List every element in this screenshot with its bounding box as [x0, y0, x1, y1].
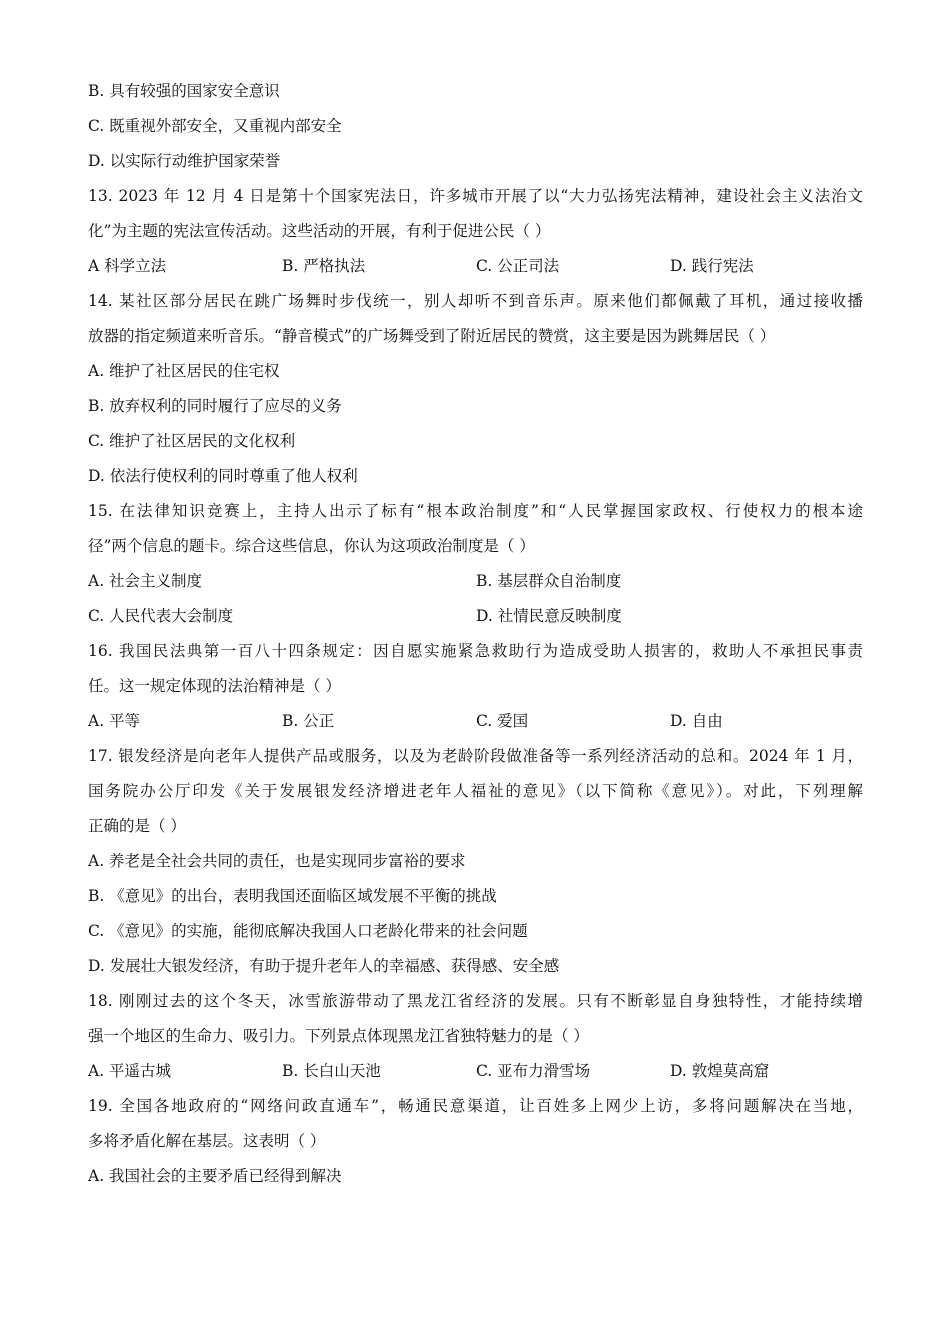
- q16-option-d: D. 自由: [670, 712, 723, 730]
- q12-option-b: B. 具有较强的国家安全意识: [88, 82, 280, 100]
- q15-options-row-1: [88, 564, 863, 599]
- q19-stem-line-1: 19. 全国各地政府的“网络问政直通车”，畅通民意渠道，让百姓多上网少上访，多将问题解决在当地，: [88, 1097, 863, 1115]
- q18-option-d: D. 敦煌莫高窟: [670, 1062, 770, 1080]
- q18-options: [88, 1054, 863, 1089]
- q15-options-row-2: [88, 599, 863, 634]
- q13-option-d: D. 践行宪法: [670, 257, 754, 275]
- q18-option-b: B. 长白山天池: [282, 1062, 381, 1080]
- q12-option-c: C. 既重视外部安全，又重视内部安全: [88, 117, 342, 135]
- q12-option-d: D. 以实际行动维护国家荣誉: [88, 152, 281, 170]
- q18-option-c: C. 亚布力滑雪场: [476, 1062, 591, 1080]
- q16-stem-line-2: 任。这一规定体现的法治精神是（ ）: [88, 677, 341, 695]
- q17-option-c: C. 《意见》的实施，能彻底解决我国人口老龄化带来的社会问题: [88, 922, 528, 940]
- q16-option-a: A. 平等: [88, 712, 141, 730]
- q17-option-b: B. 《意见》的出台，表明我国还面临区域发展不平衡的挑战: [88, 887, 497, 905]
- q18-stem-line-1: 18. 刚刚过去的这个冬天，冰雪旅游带动了黑龙江省经济的发展。只有不断彰显自身独特性，才能持续增: [88, 992, 863, 1010]
- q14-option-d: D. 依法行使权利的同时尊重了他人权利: [88, 467, 358, 485]
- q13-stem-line-1: 13. 2023 年 12 月 4 日是第十个国家宪法日，许多城市开展了以“大力弘扬宪法精神，建设社会主义法治文: [88, 187, 863, 205]
- q17-option-d: D. 发展壮大银发经济，有助于提升老年人的幸福感、获得感、安全感: [88, 957, 560, 975]
- q18-stem-line-2: 强一个地区的生命力、吸引力。下列景点体现黑龙江省独特魅力的是（ ）: [88, 1027, 589, 1045]
- q19-stem-line-2: 多将矛盾化解在基层。这表明（ ）: [88, 1132, 326, 1150]
- q17-option-a: A. 养老是全社会共同的责任，也是实现同步富裕的要求: [88, 852, 466, 870]
- q16-options: [88, 704, 863, 739]
- q18-option-a: A. 平遥古城: [88, 1062, 172, 1080]
- q16-stem-line-1: 16. 我国民法典第一百八十四条规定：因自愿实施紧急救助行为造成受助人损害的，救助人不承担民事责: [88, 642, 863, 660]
- q19-option-a: A. 我国社会的主要矛盾已经得到解决: [88, 1167, 342, 1185]
- q14-option-b: B. 放弃权利的同时履行了应尽的义务: [88, 397, 342, 415]
- q15-option-b: B. 基层群众自治制度: [476, 572, 622, 590]
- q13-options: [88, 249, 863, 284]
- q15-stem-line-1: 15. 在法律知识竞赛上，主持人出示了标有“根本政治制度”和“人民掌握国家政权、行使权力的根本途: [88, 502, 863, 520]
- q13-option-a: A 科学立法: [88, 257, 167, 275]
- q15-stem-line-2: 径”两个信息的题卡。综合这些信息，你认为这项政治制度是（ ）: [88, 537, 535, 555]
- q17-stem-line-3: 正确的是（ ）: [88, 817, 186, 835]
- q14-option-c: C. 维护了社区居民的文化权利: [88, 432, 296, 450]
- q13-option-c: C. 公正司法: [476, 257, 560, 275]
- q14-stem-line-1: 14. 某社区部分居民在跳广场舞时步伐统一，别人却听不到音乐声。原来他们都佩戴了耳机，通过接收播: [88, 292, 863, 310]
- q13-option-b: B. 严格执法: [282, 257, 366, 275]
- q14-option-a: A. 维护了社区居民的住宅权: [88, 362, 280, 380]
- q15-option-d: D. 社情民意反映制度: [476, 607, 622, 625]
- q17-stem-line-2: 国务院办公厅印发《关于发展银发经济增进老年人福祉的意见》（以下简称《意见》）。对此，下列理解: [88, 782, 863, 800]
- q16-option-b: B. 公正: [282, 712, 335, 730]
- q13-stem-line-2: 化”为主题的宪法宣传活动。这些活动的开展，有利于促进公民（ ）: [88, 222, 551, 240]
- q15-option-a: A. 社会主义制度: [88, 572, 203, 590]
- q15-option-c: C. 人民代表大会制度: [88, 607, 234, 625]
- q17-stem-line-1: 17. 银发经济是向老年人提供产品或服务，以及为老龄阶段做准备等一系列经济活动的总和。2024 年 1 月，: [88, 747, 863, 765]
- q14-stem-line-2: 放器的指定频道来听音乐。“静音模式”的广场舞受到了附近居民的赞赏，这主要是因为跳舞居民（ ）: [88, 327, 776, 345]
- q16-option-c: C. 爱国: [476, 712, 529, 730]
- exam-page: [88, 74, 863, 1194]
